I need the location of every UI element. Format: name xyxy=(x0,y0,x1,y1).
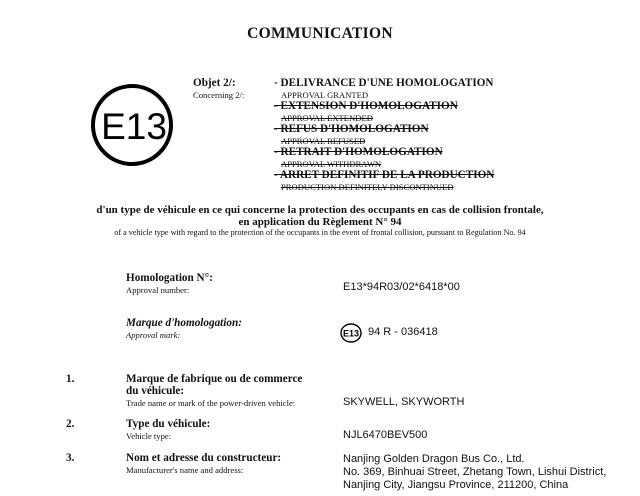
item-1-label-en: Trade name or mark of the power-driven vehicle: xyxy=(126,398,296,408)
option-approval-extended-en: APPROVAL EXTENDED xyxy=(281,113,373,123)
option-approval-refused: - REFUS D'HOMOLOGATION xyxy=(274,123,429,135)
item-2-label-fr: Type du véhicule: xyxy=(126,418,211,430)
scope-en: of a vehicle type with regard to the protection of the occupants in the event of frontal collision, pursuant to Regulation No. 94 xyxy=(114,228,526,237)
document-title: COMMUNICATION xyxy=(247,25,393,42)
approval-number-label-en: Approval number: xyxy=(126,285,190,295)
option-approval-withdrawn: - RETRAIT D'HOMOLOGATION xyxy=(274,146,443,158)
option-production-discontinued: - ARRET DEFINITIF DE LA PRODUCTION xyxy=(274,169,495,181)
item-3-value-line3: Nanjing City, Jiangsu Province, 211200, China xyxy=(343,479,569,491)
mark-label: E13 xyxy=(101,106,167,147)
objet-label: Objet 2/: xyxy=(193,77,236,89)
option-approval-granted: - DELIVRANCE D'UNE HOMOLOGATION xyxy=(274,77,494,89)
scope-fr-line2: en application du Règlement N° 94 xyxy=(238,216,402,228)
approval-mark-label-en: Approval mark: xyxy=(126,330,181,340)
item-1-value: SKYWELL, SKYWORTH xyxy=(343,396,465,408)
item-1-label-fr-2: du véhicule: xyxy=(126,385,185,397)
item-3-value-line2: No. 369, Binhuai Street, Zhetang Town, Lishui District, xyxy=(343,466,607,478)
small-e13-mark xyxy=(340,323,362,343)
e13-approval-mark xyxy=(90,83,174,167)
approval-number-label: Homologation N°: xyxy=(126,272,213,284)
small-mark-label: E13 xyxy=(342,328,360,339)
approval-mark-value: 94 R - 036418 xyxy=(368,326,438,338)
concerning-label: Concerning 2/: xyxy=(193,90,245,100)
option-approval-withdrawn-en: APPROVAL WITHDRAWN xyxy=(281,159,382,169)
scope-fr-line1: d'un type de véhicule en ce qui concerne la protection des occupants en cas de collision frontale, xyxy=(96,204,544,216)
item-3-number: 3. xyxy=(66,452,75,464)
option-production-discontinued-en: PRODUCTION DEFINITELY DISCONTINUED xyxy=(281,182,454,192)
item-3-value-line1: Nanjing Golden Dragon Bus Co., Ltd. xyxy=(343,453,525,465)
approval-mark-label: Marque d'homologation: xyxy=(126,317,242,329)
option-approval-extended: - EXTENSION D'HOMOLOGATION xyxy=(274,100,458,112)
option-approval-refused-en: APPROVAL REFUSED xyxy=(281,136,366,146)
item-2-number: 2. xyxy=(66,418,75,430)
item-3-label-fr: Nom et adresse du constructeur: xyxy=(126,452,282,464)
item-3-label-en: Manufacturer's name and address: xyxy=(126,465,244,475)
item-2-label-en: Vehicle type: xyxy=(126,431,172,441)
item-2-value: NJL6470BEV500 xyxy=(343,429,428,441)
approval-number-value: E13*94R03/02*6418*00 xyxy=(343,281,460,293)
option-approval-granted-en: APPROVAL GRANTED xyxy=(281,90,369,100)
item-1-number: 1. xyxy=(66,373,75,385)
item-1-label-fr: Marque de fabrique ou de commerce xyxy=(126,373,303,385)
